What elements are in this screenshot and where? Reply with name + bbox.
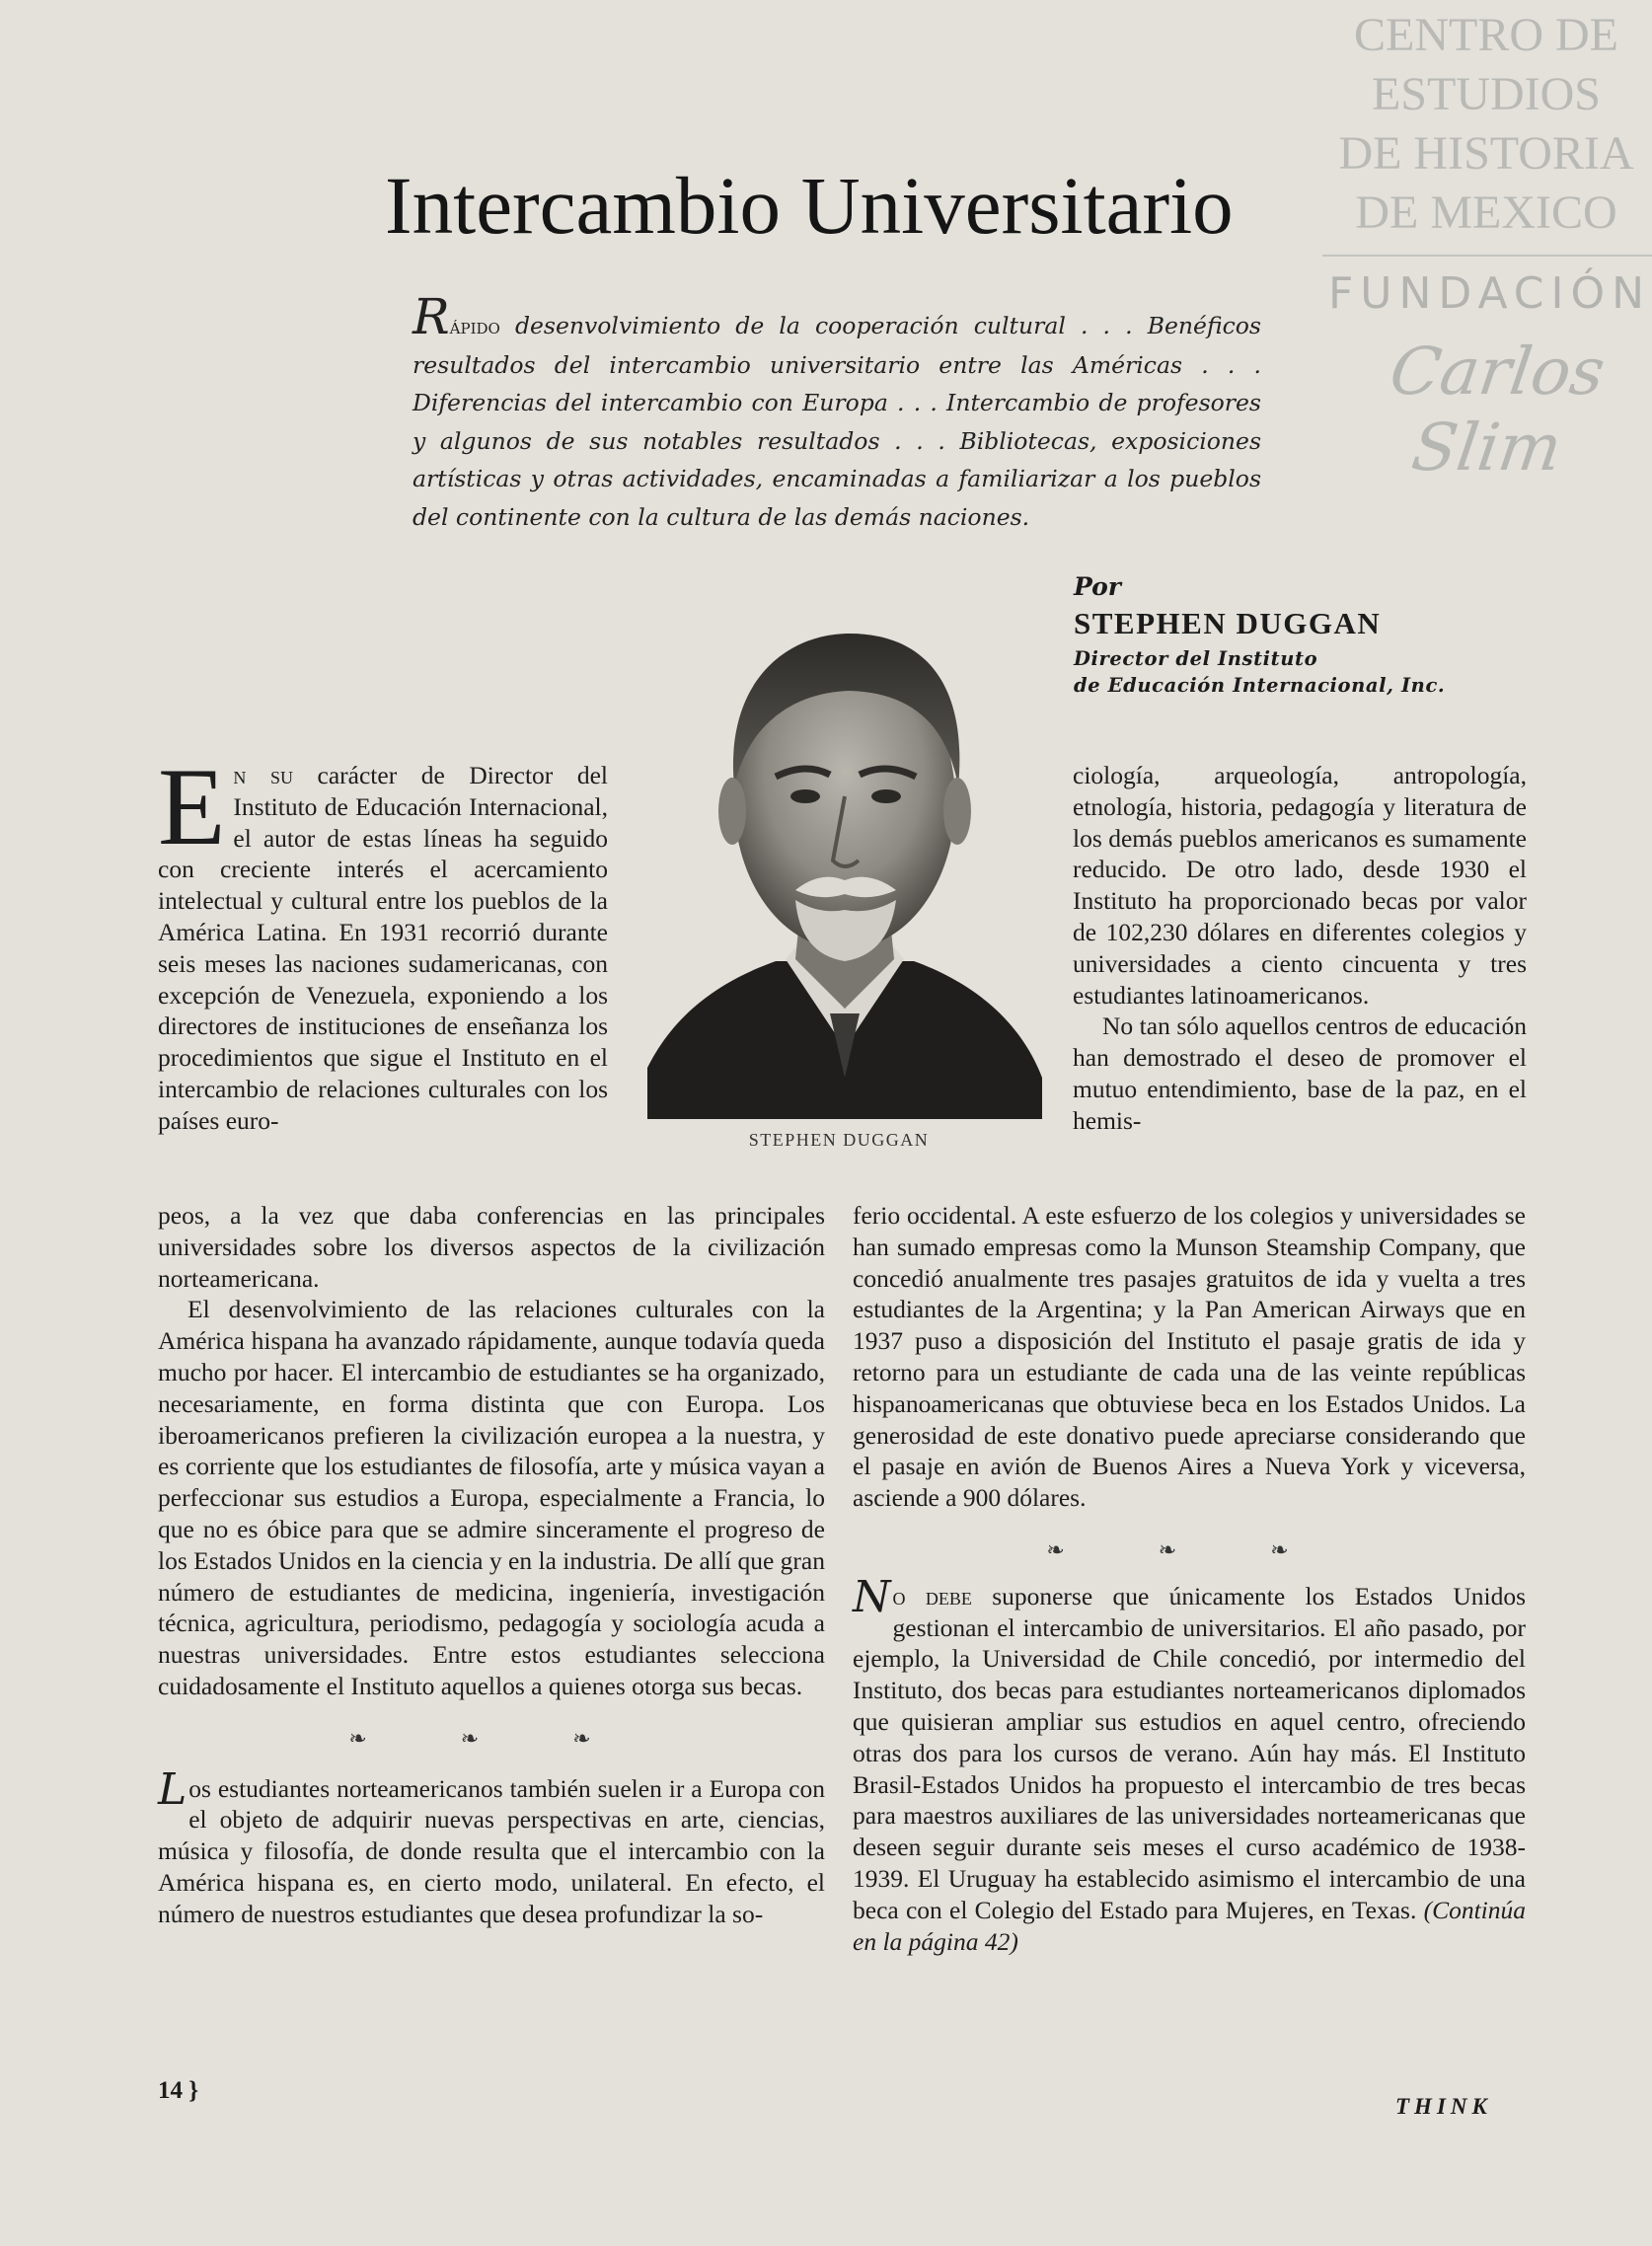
- author-portrait: [638, 614, 1052, 1119]
- paragraph-text: suponerse que únicamente los Estados Unidos gestionan el intercambio de universitarios. El año pasado, por ejemplo, la Universidad de Chile concedió, por intermedio del Instituto, dos becas para estudiantes norteamericanos diplomados que quisieran ampliar sus estudios en aquel centro, ofreciendo otras dos para los cursos de verano. Aún hay más. El Instituto Brasil-Estados Unidos ha propuesto el intercambio de tres becas para maestros auxiliares de las universidades norteamericanas que deseen seguir durante seis meses el curso académico de 1938-1939. El Uruguay ha establecido asimismo el intercambio de una beca con el Colegio del Estado para Mujeres, en Texas.: [853, 1581, 1526, 1924]
- watermark-line: DE HISTORIA: [1338, 127, 1634, 180]
- byline-role: [1074, 645, 1445, 699]
- watermark-fundacion: FUNDACIÓN: [1327, 268, 1652, 319]
- paragraph-text: carácter de Director del Instituto de Educación Internacional, el autor de estas líneas ha seguido con creciente interés el acercamiento intelectual y cultural entre los pueblos de la América Latina. En 1931 recorrió durante seis meses las naciones sudamericanas, con excepción de Venezuela, exponiendo a los directores de instituciones de enseñanza los procedimientos que sigue el Instituto en el intercambio de relaciones culturales con los países euro-: [158, 761, 608, 1135]
- paragraph: peos, a la vez que daba conferencias en las principales universidades sobre los diversos aspectos de la civilización norteamericana.: [158, 1201, 825, 1293]
- byline-author: STEPHEN DUGGAN: [1074, 606, 1382, 640]
- drop-cap: N: [853, 1571, 891, 1622]
- page-number: 14 }: [158, 2077, 199, 2104]
- intro-initial: R: [413, 288, 450, 345]
- ornament: ❧ ❧ ❧: [1046, 1537, 1332, 1563]
- paragraph: ciología, arqueología, antropología, etnología, historia, pedagogía y literatura de los demás pueblos americanos es sumamente reducido. De otro lado, desde 1930 el Instituto ha proporcionado becas por valor de 102,230 dólares en diferentes colegios y universidades a ciento cincuenta y tres estudiantes latinoamericanos.: [1073, 761, 1527, 1010]
- right-column-top: [1073, 760, 1527, 1137]
- paragraph: El desenvolvimiento de las relaciones culturales con la América hispana ha avanzado rápidamente, aunque todavía queda mucho por hacer. El intercambio de estudiantes se ha organizado, necesariamente, en forma distinta que con Europa. Los iberoamericanos prefieren la civilización europea a la nuestra, y es corriente que los estudiantes de filosofía, arte y música vayan a perfeccionar sus estudios a Europa, especialmente a Francia, lo que no es óbice para que se admire sinceramente el progreso de los Estados Unidos en la ciencia y en la industria. De allí que gran número de estudiantes de medicina, ingeniería, investigación técnica, agricultura, periodismo, pedagogía y sociología acuda a nuestras universidades. Entre estos estudiantes selecciona cuidadosamente el Instituto aquellos a quienes otorga sus becas.: [158, 1295, 825, 1700]
- paragraph: ferio occidental. A este esfuerzo de los colegios y universidades se han sumado empresas como la Munson Steamship Company, que concedió anualmente tres pasajes gratuitos de ida y vuelta a tres estudiantes de la Argentina; y la Pan American Airways que en 1937 puso a disposición del Instituto el pasaje gratis de ida y retorno para un estudiante de cada una de las veinte repúblicas hispanoamericanas que obtuviese beca en los Estados Unidos. La generosidad de este donativo puede apreciarse considerando que el pasaje en avión de Buenos Aires a Nueva York y viceversa, asciende a 900 dólares.: [853, 1201, 1526, 1513]
- drop-cap: L: [158, 1763, 188, 1815]
- portrait-caption: STEPHEN DUGGAN: [748, 1130, 930, 1150]
- ornament: ❧ ❧ ❧: [348, 1726, 635, 1752]
- left-column-bottom: [158, 1200, 825, 1930]
- continuation-note: (Continúa en la página 42): [853, 1895, 1526, 1956]
- opening-smallcaps: o debe: [892, 1581, 972, 1610]
- watermark-signature: Carlos Slim: [1385, 334, 1610, 486]
- byline-role-line: Director del Instituto: [1074, 647, 1318, 670]
- article-title: Intercambio Universitario: [385, 160, 1234, 251]
- paragraph: [158, 1763, 825, 1930]
- intro-smallcaps: ápido: [449, 315, 500, 338]
- watermark-line: CENTRO DE: [1354, 9, 1618, 61]
- magazine-name: THINK: [1395, 2094, 1492, 2119]
- paragraph: [158, 746, 608, 1137]
- opening-smallcaps: n su: [233, 761, 293, 789]
- byline-role-line: de Educación Internacional, Inc.: [1074, 674, 1446, 697]
- watermark-divider: [1322, 255, 1652, 257]
- intro-text: desenvolvimiento de la cooperación cultural . . . Benéficos resultados del intercambio universitario entre las Américas . . . Diferencias del intercambio con Europa . . . Intercambio de profesores y algunos de sus notables resultados . . . Bibliotecas, exposiciones artísticas y otras actividades, encaminadas a familiarizar a los pueblos del continente con la cultura de las demás naciones.: [413, 312, 1261, 531]
- watermark: [1320, 6, 1652, 243]
- intro-summary: [413, 288, 1261, 536]
- drop-cap: E: [158, 746, 226, 868]
- right-column-bottom: [853, 1200, 1526, 1957]
- paragraph-text: os estudiantes norteamericanos también suelen ir a Europa con el objeto de adquirir nuevas perspectivas en arte, ciencias, música y filosofía, de donde resulta que el intercambio con la América hispana es, en cierto modo, unilateral. En efecto, el número de nuestros estudiantes que desea profundizar la so-: [158, 1773, 825, 1928]
- left-column-top: [158, 746, 608, 1137]
- watermark-line: DE MEXICO: [1355, 187, 1617, 239]
- paragraph: [853, 1571, 1526, 1958]
- paragraph: No tan sólo aquellos centros de educación han demostrado el deseo de promover el mutuo entendimiento, base de la paz, en el hemis-: [1073, 1011, 1527, 1135]
- byline-por: Por: [1074, 572, 1121, 601]
- watermark-line: ESTUDIOS: [1371, 68, 1601, 120]
